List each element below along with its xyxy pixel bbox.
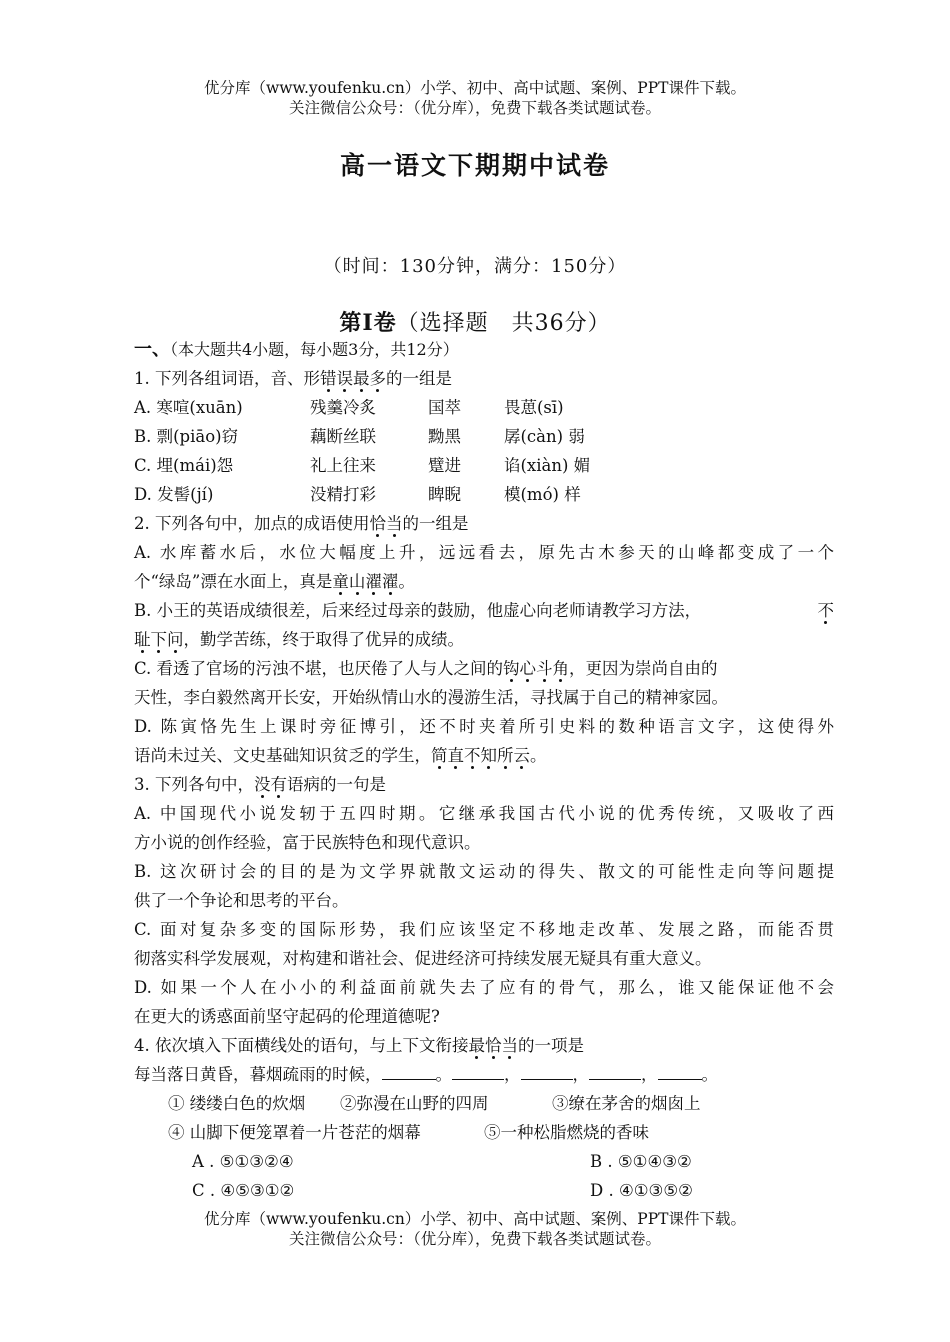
q4-blank-3 bbox=[521, 1063, 573, 1080]
q2-d-text: 语尚未过关、文史基础知识贫乏的学生， bbox=[134, 746, 431, 765]
q2-b-end: ，勤学苦练，终于取得了优异的成绩。 bbox=[183, 630, 464, 649]
exam-title: 高一语文下期期中试卷 bbox=[339, 151, 610, 180]
emphasis-char: 知 bbox=[481, 741, 498, 770]
q4-choices-line2 bbox=[134, 1176, 834, 1205]
q4-sep-5: 。 bbox=[701, 1065, 718, 1084]
q4-item-4: ④ 山脚下便笼罩着一片苍茫的烟幕 bbox=[168, 1123, 421, 1142]
page-footer bbox=[0, 1209, 950, 1249]
q4-post: 的一项是 bbox=[518, 1036, 584, 1055]
q4-blank-4 bbox=[589, 1063, 641, 1080]
q2-a-end: 。 bbox=[398, 572, 415, 591]
q4-item-5: ⑤一种松脂燃烧的香味 bbox=[484, 1123, 649, 1142]
q3-D-line1: D. 如果一个人在小小的利益面前就失去了应有的骨气，那么，谁又能保证他不会 bbox=[134, 978, 834, 997]
q2-a-text: 个“绿岛”漂在水面上，真是 bbox=[134, 572, 333, 591]
q4-choices-line1 bbox=[134, 1147, 834, 1176]
q2-A-line2 bbox=[134, 567, 834, 596]
emphasis-char: 耻 bbox=[134, 625, 151, 654]
section-1-heading bbox=[134, 335, 834, 364]
q1-c-2: 礼上往来 bbox=[310, 456, 376, 475]
q4-blank-2 bbox=[452, 1063, 504, 1080]
emphasis-char: 角 bbox=[553, 654, 570, 683]
q4-dotted bbox=[469, 1036, 519, 1055]
q2-post: 的一组是 bbox=[402, 514, 469, 533]
q3-D-line2: 在更大的诱惑面前坚守起码的伦理道德呢? bbox=[134, 1007, 440, 1026]
q2-c-text: C. 看透了官场的污浊不堪，也厌倦了人与人之间的 bbox=[134, 659, 504, 678]
q4-blank-5 bbox=[658, 1063, 702, 1080]
q4-choice-D: D . ④①③⑤② bbox=[590, 1181, 693, 1200]
q2-c-idiom bbox=[503, 659, 569, 678]
q1-c-3: 躄进 bbox=[428, 456, 461, 475]
footer-line-2: 关注微信公众号：（优分库），免费下载各类试题试卷。 bbox=[288, 1230, 661, 1248]
q2-B-line2 bbox=[134, 625, 834, 654]
q2-dotted bbox=[370, 514, 403, 533]
q4-item-3: ③缭在茅舍的烟囱上 bbox=[552, 1094, 701, 1113]
section-1-number: 一、 bbox=[134, 339, 170, 360]
q1-a-1: A. 寒喧(xuān) bbox=[134, 398, 243, 417]
q4-sentence bbox=[134, 1060, 834, 1089]
q4-sep-2: ， bbox=[504, 1065, 521, 1084]
q1-d-2: 没精打彩 bbox=[310, 485, 376, 504]
emphasis-char: 有 bbox=[271, 770, 288, 799]
q4-items-line1 bbox=[134, 1089, 834, 1118]
question-1-stem bbox=[134, 364, 834, 393]
emphasis-char: 最 bbox=[353, 364, 370, 393]
emphasis-char: 钩 bbox=[503, 654, 520, 683]
q4-item-1: ① 缕缕白色的炊烟 bbox=[168, 1094, 306, 1113]
time-info: （时间：130分钟，满分：150分） bbox=[323, 256, 627, 277]
footer-line-1: 优分库（www.youfenku.cn）小学、初中、高中试题、案例、PPT课件下载。 bbox=[203, 1210, 747, 1228]
emphasis-char: 当 bbox=[386, 509, 403, 538]
q4-pre: 4. 依次填入下面横线处的语句，与上下文衔接 bbox=[134, 1036, 469, 1055]
emphasis-char: 下 bbox=[151, 625, 168, 654]
emphasis-char: 恰 bbox=[370, 509, 387, 538]
emphasis-char: 错 bbox=[320, 364, 337, 393]
q1-b-2: 藕断丝联 bbox=[310, 427, 376, 446]
q1-option-C bbox=[134, 451, 834, 480]
emphasis-char: 不 bbox=[464, 741, 481, 770]
q1-c-1: C. 埋(mái)怨 bbox=[134, 456, 234, 475]
q3-dotted bbox=[254, 775, 287, 794]
q3-A-line2: 方小说的创作经验，富于民族特色和现代意识。 bbox=[134, 833, 481, 852]
q2-pre: 2. 下列各句中，加点的成语使用 bbox=[134, 514, 370, 533]
emphasis-char: 最 bbox=[469, 1031, 486, 1060]
q2-b-idiom-part2 bbox=[134, 630, 184, 649]
header-line-1: 优分库（www.youfenku.cn）小学、初中、高中试题、案例、PPT课件下载。 bbox=[203, 79, 747, 97]
q4-item-2: ②弥漫在山野的四周 bbox=[340, 1094, 489, 1113]
q1-a-3: 国萃 bbox=[428, 398, 461, 417]
emphasis-char: 当 bbox=[502, 1031, 519, 1060]
q3-C-line1: C. 面对复杂多变的国际形势，我们应该坚定不移地走改革、发展之路，而能否贯 bbox=[134, 920, 834, 939]
emphasis-char: 直 bbox=[448, 741, 465, 770]
q4-choice-B: B . ⑤①④③② bbox=[590, 1152, 692, 1171]
part-heading-bold: 第Ⅰ卷 bbox=[339, 310, 397, 336]
question-4-stem bbox=[134, 1031, 834, 1060]
exam-content bbox=[134, 335, 834, 1205]
page-header bbox=[0, 78, 950, 118]
q4-choice-A: A . ⑤①③②④ bbox=[192, 1152, 294, 1171]
q1-a-4: 畏葸(sī) bbox=[504, 398, 564, 417]
q1-b-1: B. 剽(piāo)窃 bbox=[134, 427, 239, 446]
question-2-stem bbox=[134, 509, 834, 538]
q1-dotted bbox=[320, 369, 386, 388]
question-3-stem bbox=[134, 770, 834, 799]
q4-sep-3: ， bbox=[572, 1065, 589, 1084]
emphasis-char: 斗 bbox=[536, 654, 553, 683]
q1-d-3: 睥睨 bbox=[428, 485, 461, 504]
emphasis-char: 不 bbox=[818, 596, 835, 625]
q1-option-D bbox=[134, 480, 834, 509]
emphasis-char: 恰 bbox=[485, 1031, 502, 1060]
emphasis-char: 山 bbox=[349, 567, 366, 596]
q2-b-idiom-part1 bbox=[818, 596, 835, 625]
q4-blank-1 bbox=[382, 1063, 436, 1080]
q1-b-4: 孱(càn) 弱 bbox=[504, 427, 585, 446]
section-1-desc: （本大题共4小题，每小题3分，共12分） bbox=[170, 340, 459, 359]
q4-choice-C: C . ④⑤③①② bbox=[192, 1181, 295, 1200]
q2-B-line1 bbox=[134, 596, 834, 625]
q1-option-A bbox=[134, 393, 834, 422]
emphasis-char: 没 bbox=[254, 770, 271, 799]
emphasis-char: 濯 bbox=[382, 567, 399, 596]
q4-sentence-text: 每当落日黄昏，暮烟疏雨的时候， bbox=[134, 1065, 382, 1084]
q1-d-4: 模(mó) 样 bbox=[504, 485, 581, 504]
q2-b-text: B. 小王的英语成绩很差，后来经过母亲的鼓励，他虚心向老师请教学习方法， bbox=[134, 601, 702, 620]
q2-A-line1: A. 水库蓄水后，水位大幅度上升，远远看去，原先古木参天的山峰都变成了一个 bbox=[134, 543, 834, 562]
emphasis-char: 濯 bbox=[365, 567, 382, 596]
emphasis-char: 误 bbox=[337, 364, 354, 393]
q4-sep-4: ， bbox=[641, 1065, 658, 1084]
q4-sep-1: 。 bbox=[435, 1065, 452, 1084]
emphasis-char: 云 bbox=[514, 741, 531, 770]
q2-D-line2 bbox=[134, 741, 834, 770]
q3-A-line1: A. 中国现代小说发轫于五四时期。它继承我国古代小说的优秀传统，又吸收了西 bbox=[134, 804, 834, 823]
q1-d-1: D. 发髻(jí) bbox=[134, 485, 214, 504]
q2-d-idiom bbox=[431, 746, 530, 765]
q3-C-line2: 彻落实科学发展观，对构建和谐社会、促进经济可持续发展无疑具有重大意义。 bbox=[134, 949, 712, 968]
q1-b-3: 黝黑 bbox=[428, 427, 461, 446]
q1-pre: 1. 下列各组词语，音、形 bbox=[134, 369, 320, 388]
q2-C-line2: 天性，李白毅然离开长安，开始纵情山水的漫游生活，寻找属于自己的精神家园。 bbox=[134, 688, 728, 707]
emphasis-char: 简 bbox=[431, 741, 448, 770]
q3-post: 语病的一句是 bbox=[287, 775, 386, 794]
q1-c-4: 谄(xiàn) 媚 bbox=[504, 456, 591, 475]
emphasis-char: 童 bbox=[332, 567, 349, 596]
q2-c-text2: ，更因为崇尚自由的 bbox=[569, 659, 718, 678]
q2-d-end: 。 bbox=[530, 746, 547, 765]
q4-items-line2 bbox=[134, 1118, 834, 1147]
header-line-2: 关注微信公众号：（优分库），免费下载各类试题试卷。 bbox=[288, 99, 661, 117]
q2-C-line1 bbox=[134, 654, 834, 683]
q3-B-line1: B. 这次研讨会的目的是为文学界就散文运动的得失、散文的可能性走向等问题提 bbox=[134, 862, 834, 881]
q2-D-line1: D. 陈寅恪先生上课时旁征博引，还不时夹着所引史料的数种语言文字，这使得外 bbox=[134, 717, 834, 736]
part-heading-rest: （选择题 共36分） bbox=[396, 311, 611, 336]
q2-a-idiom bbox=[332, 572, 398, 591]
emphasis-char: 多 bbox=[370, 364, 387, 393]
emphasis-char: 所 bbox=[497, 741, 514, 770]
q3-pre: 3. 下列各句中， bbox=[134, 775, 254, 794]
q3-B-line2: 供了一个争论和思考的平台。 bbox=[134, 891, 349, 910]
emphasis-char: 问 bbox=[167, 625, 184, 654]
q1-a-2: 残羹冷炙 bbox=[310, 398, 376, 417]
q1-post: 的一组是 bbox=[386, 369, 452, 388]
q1-option-B bbox=[134, 422, 834, 451]
part-heading bbox=[0, 306, 950, 337]
emphasis-char: 心 bbox=[520, 654, 537, 683]
